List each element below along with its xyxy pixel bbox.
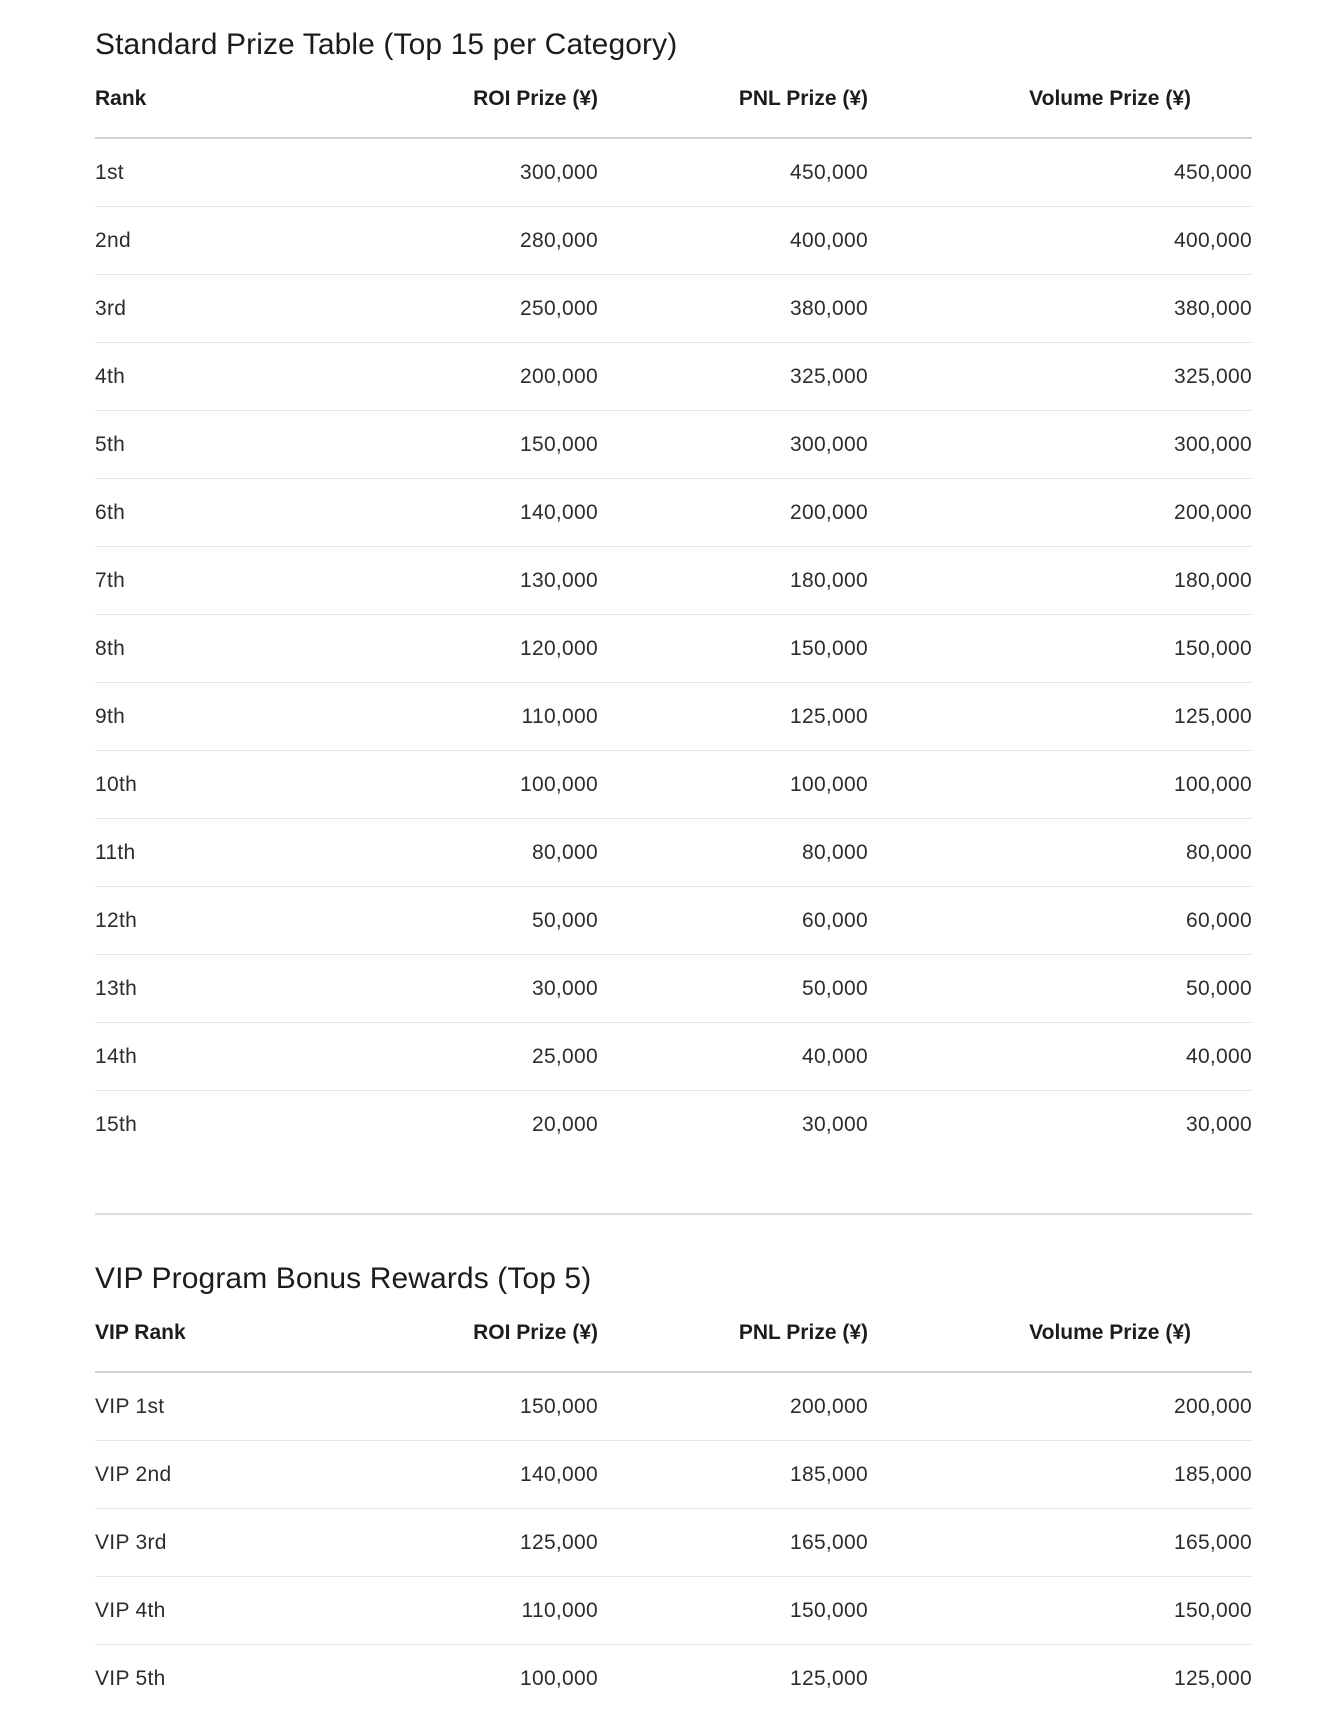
pnl-prize-cell: 380,000 xyxy=(598,275,868,343)
volume-prize-cell: 80,000 xyxy=(868,819,1252,887)
pnl-prize-cell: 60,000 xyxy=(598,887,868,955)
standard-prize-table xyxy=(95,86,1252,1158)
roi-prize-cell: 25,000 xyxy=(295,1023,598,1091)
roi-column-header: ROI Prize (¥) xyxy=(295,86,598,138)
volume-prize-cell: 400,000 xyxy=(868,207,1252,275)
table-row xyxy=(95,1441,1252,1509)
table-row xyxy=(95,1509,1252,1577)
table-row xyxy=(95,887,1252,955)
roi-prize-cell: 50,000 xyxy=(295,887,598,955)
rank-column-header: Rank xyxy=(95,86,295,138)
rank-cell: 5th xyxy=(95,411,295,479)
rank-cell: 15th xyxy=(95,1112,138,1136)
volume-prize-cell: 380,000 xyxy=(868,275,1252,343)
table-row xyxy=(95,275,1252,343)
volume-prize-cell: 125,000 xyxy=(868,683,1252,751)
table-header-row xyxy=(95,1320,1252,1372)
pnl-column-header: PNL Prize (¥) xyxy=(598,1320,868,1372)
pnl-prize-cell: 125,000 xyxy=(598,683,868,751)
standard-table-title: Standard Prize Table (Top 15 per Category) xyxy=(95,28,678,61)
table-row xyxy=(95,683,1252,751)
table-row xyxy=(95,138,1252,207)
pnl-prize-cell: 185,000 xyxy=(598,1441,868,1509)
roi-prize-cell: 120,000 xyxy=(295,615,598,683)
table-row xyxy=(95,751,1252,819)
volume-prize-cell: 150,000 xyxy=(868,615,1252,683)
table-row xyxy=(95,615,1252,683)
pnl-prize-cell: 165,000 xyxy=(598,1509,868,1577)
volume-column-header: Volume Prize (¥) xyxy=(868,1320,1252,1372)
pnl-prize-cell: 200,000 xyxy=(598,479,868,547)
pnl-column-header: PNL Prize (¥) xyxy=(598,86,868,138)
vip-prize-table xyxy=(95,1320,1252,1712)
pnl-prize-cell: 400,000 xyxy=(598,207,868,275)
pnl-prize-cell: 100,000 xyxy=(598,751,868,819)
pnl-prize-cell: 180,000 xyxy=(598,547,868,615)
pnl-prize-cell: 40,000 xyxy=(598,1023,868,1091)
pnl-prize-cell: 50,000 xyxy=(598,955,868,1023)
volume-prize-cell: 60,000 xyxy=(868,887,1252,955)
table-row xyxy=(95,207,1252,275)
roi-prize-cell: 150,000 xyxy=(295,411,598,479)
roi-prize-cell: 100,000 xyxy=(519,1666,598,1690)
roi-prize-cell: 140,000 xyxy=(295,479,598,547)
pnl-prize-cell: 450,000 xyxy=(598,138,868,207)
pnl-prize-cell: 150,000 xyxy=(598,615,868,683)
roi-prize-cell: 20,000 xyxy=(531,1112,598,1136)
table-row xyxy=(95,955,1252,1023)
table-header-row xyxy=(95,86,1252,138)
pnl-prize-cell: 325,000 xyxy=(598,343,868,411)
volume-prize-cell: 100,000 xyxy=(868,751,1252,819)
volume-prize-cell: 180,000 xyxy=(868,547,1252,615)
roi-prize-cell: 250,000 xyxy=(295,275,598,343)
roi-prize-cell: 150,000 xyxy=(295,1372,598,1441)
rank-cell: 2nd xyxy=(95,207,295,275)
roi-prize-cell: 125,000 xyxy=(295,1509,598,1577)
rank-cell: 1st xyxy=(95,138,295,207)
roi-prize-cell: 110,000 xyxy=(295,683,598,751)
vip-rank-column-header: VIP Rank xyxy=(95,1320,295,1372)
pnl-prize-cell: 300,000 xyxy=(598,411,868,479)
table-row xyxy=(95,343,1252,411)
rank-cell: VIP 1st xyxy=(95,1372,295,1441)
volume-prize-cell: 30,000 xyxy=(1185,1112,1252,1136)
volume-prize-cell: 300,000 xyxy=(868,411,1252,479)
rank-cell: 13th xyxy=(95,955,295,1023)
roi-prize-cell: 100,000 xyxy=(295,751,598,819)
volume-prize-cell: 125,000 xyxy=(1173,1666,1252,1690)
rank-cell: 14th xyxy=(95,1023,295,1091)
volume-prize-cell: 40,000 xyxy=(868,1023,1252,1091)
table-row xyxy=(95,1023,1252,1091)
pnl-prize-cell: 125,000 xyxy=(789,1666,868,1690)
roi-prize-cell: 300,000 xyxy=(295,138,598,207)
table-row xyxy=(95,1645,1252,1713)
pnl-prize-cell: 150,000 xyxy=(598,1577,868,1645)
volume-column-header: Volume Prize (¥) xyxy=(868,86,1252,138)
volume-prize-cell: 325,000 xyxy=(868,343,1252,411)
pnl-prize-cell: 80,000 xyxy=(598,819,868,887)
roi-prize-cell: 110,000 xyxy=(295,1577,598,1645)
rank-cell: 11th xyxy=(95,819,295,887)
rank-cell: 6th xyxy=(95,479,295,547)
roi-prize-cell: 200,000 xyxy=(295,343,598,411)
volume-prize-cell: 165,000 xyxy=(868,1509,1252,1577)
rank-cell: 3rd xyxy=(95,275,295,343)
table-row xyxy=(95,1091,1252,1159)
rank-cell: VIP 3rd xyxy=(95,1509,295,1577)
rank-cell: 10th xyxy=(95,751,295,819)
standard-table-body xyxy=(95,138,1252,1158)
volume-prize-cell: 185,000 xyxy=(868,1441,1252,1509)
rank-cell: VIP 2nd xyxy=(95,1441,295,1509)
rank-cell: 12th xyxy=(95,887,295,955)
table-row xyxy=(95,411,1252,479)
volume-prize-cell: 150,000 xyxy=(868,1577,1252,1645)
volume-prize-cell: 50,000 xyxy=(868,955,1252,1023)
roi-prize-cell: 80,000 xyxy=(295,819,598,887)
table-row xyxy=(95,1372,1252,1441)
roi-prize-cell: 280,000 xyxy=(295,207,598,275)
table-row xyxy=(95,819,1252,887)
roi-prize-cell: 140,000 xyxy=(295,1441,598,1509)
rank-cell: 9th xyxy=(95,683,295,751)
table-row xyxy=(95,547,1252,615)
pnl-prize-cell: 200,000 xyxy=(598,1372,868,1441)
vip-table-title: VIP Program Bonus Rewards (Top 5) xyxy=(95,1262,592,1295)
pnl-prize-cell: 30,000 xyxy=(801,1112,868,1136)
table-row xyxy=(95,1577,1252,1645)
volume-prize-cell: 450,000 xyxy=(868,138,1252,207)
rank-cell: 7th xyxy=(95,547,295,615)
rank-cell: 4th xyxy=(95,343,295,411)
vip-table-body xyxy=(95,1372,1252,1712)
rank-cell: VIP 4th xyxy=(95,1577,295,1645)
roi-prize-cell: 130,000 xyxy=(295,547,598,615)
volume-prize-cell: 200,000 xyxy=(868,1372,1252,1441)
rank-cell: 8th xyxy=(95,615,295,683)
rank-cell: VIP 5th xyxy=(95,1666,166,1690)
table-row xyxy=(95,479,1252,547)
volume-prize-cell: 200,000 xyxy=(868,479,1252,547)
roi-prize-cell: 30,000 xyxy=(295,955,598,1023)
section-divider xyxy=(95,1213,1252,1215)
roi-column-header: ROI Prize (¥) xyxy=(295,1320,598,1372)
